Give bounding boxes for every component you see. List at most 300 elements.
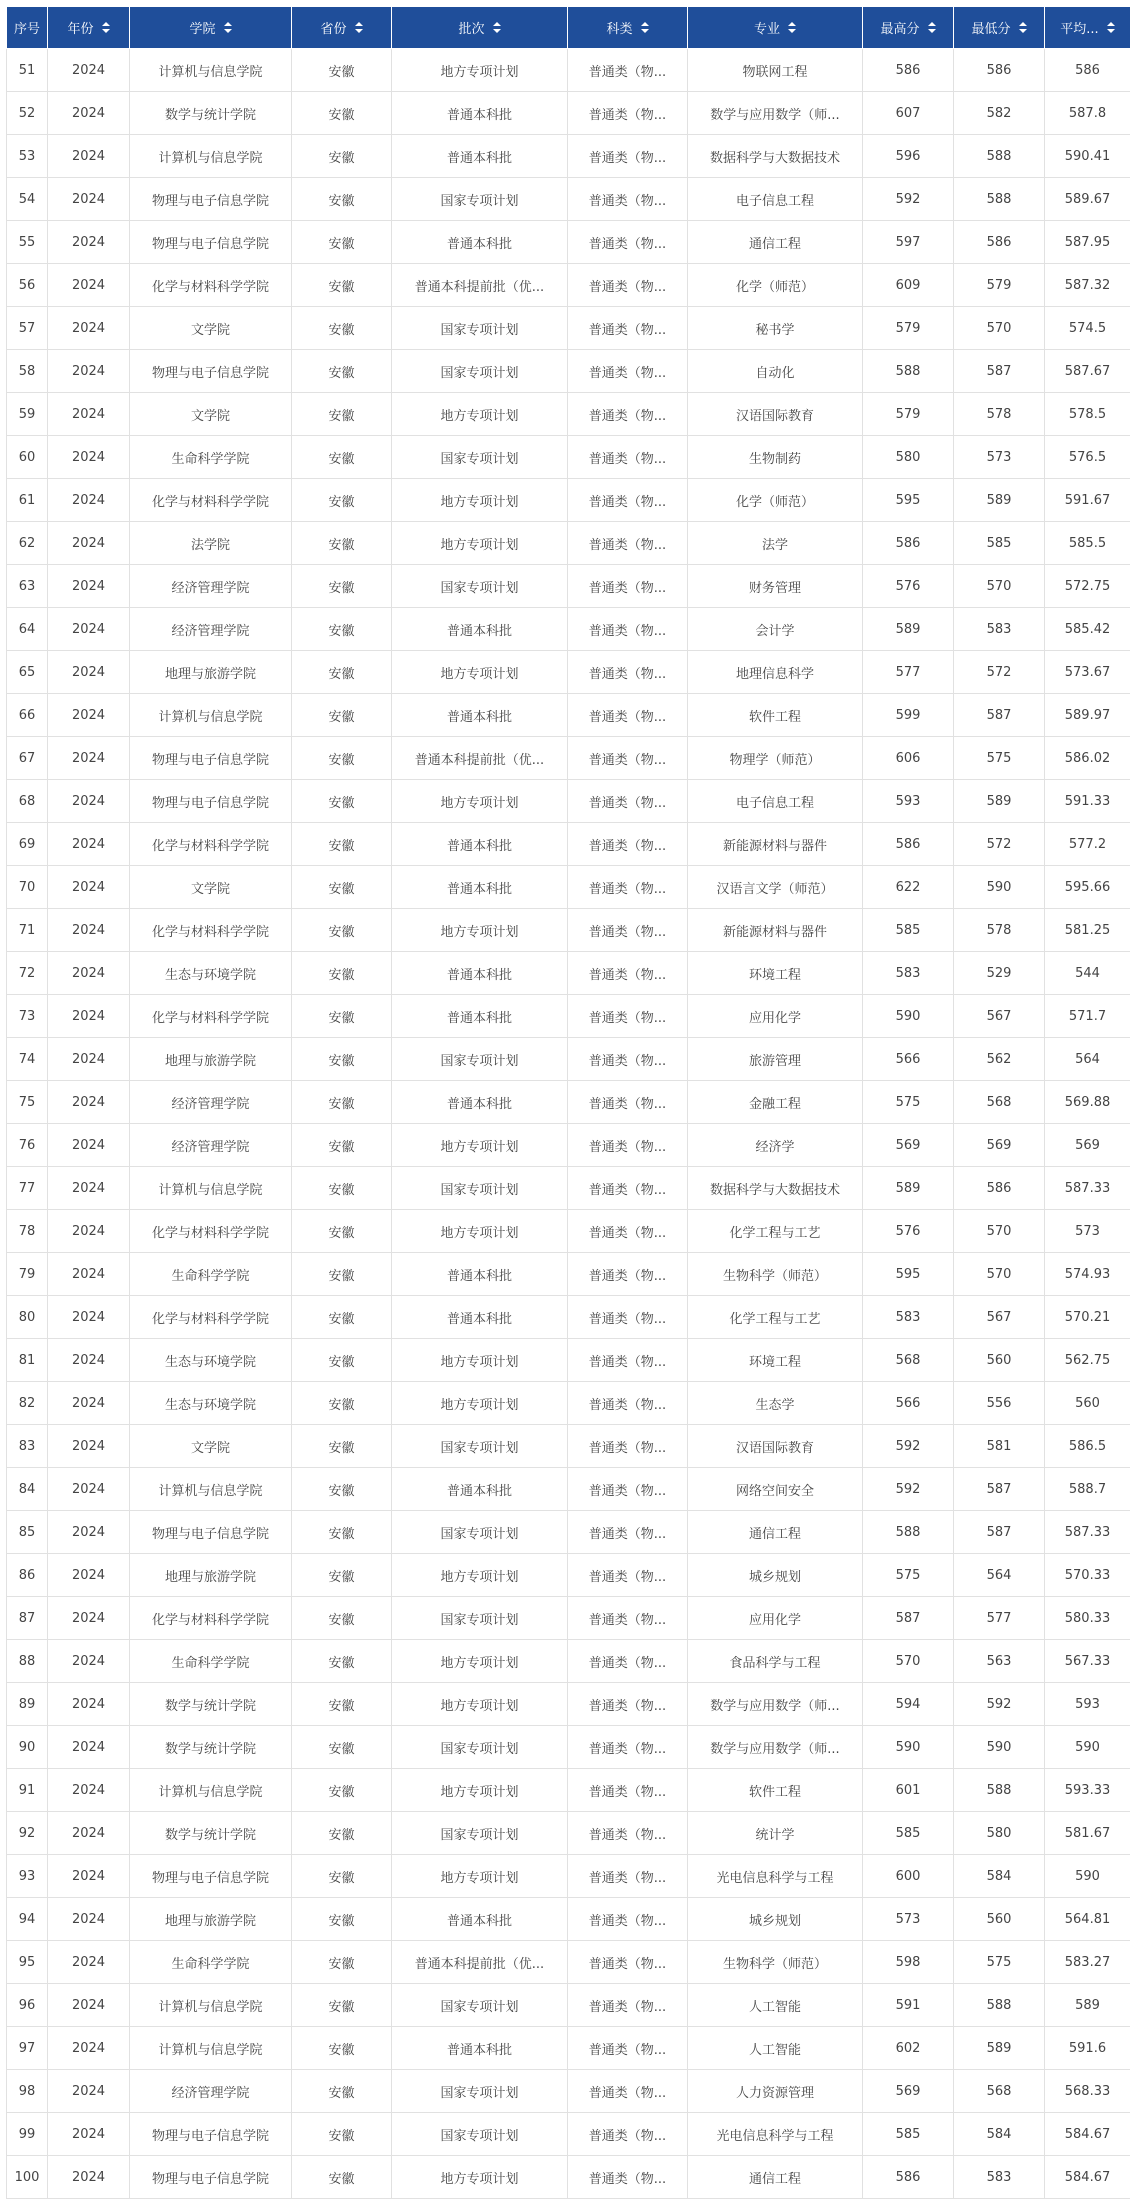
cell-index: 99 [7,2113,48,2156]
cell-min-score: 573 [954,436,1045,479]
cell-year: 2024 [48,952,130,995]
cell-max-score: 575 [863,1554,954,1597]
cell-index: 95 [7,1941,48,1984]
column-header-province[interactable] [292,7,392,49]
table-row [7,49,1130,92]
cell-province: 安徽 [292,436,392,479]
cell-province: 安徽 [292,1640,392,1683]
cell-college: 物理与电子信息学院 [130,2156,292,2199]
cell-category: 普通类（物... [568,1769,688,1812]
cell-college: 计算机与信息学院 [130,135,292,178]
table-row [7,737,1130,780]
cell-category: 普通类（物... [568,737,688,780]
cell-batch: 地方专项计划 [392,1855,568,1898]
cell-max-score: 592 [863,1468,954,1511]
cell-category: 普通类（物... [568,350,688,393]
cell-batch: 地方专项计划 [392,1640,568,1683]
cell-college: 经济管理学院 [130,1081,292,1124]
cell-index: 73 [7,995,48,1038]
cell-major: 网络空间安全 [688,1468,863,1511]
cell-batch: 国家专项计划 [392,2070,568,2113]
cell-batch: 国家专项计划 [392,1038,568,1081]
cell-max-score: 579 [863,393,954,436]
cell-college: 物理与电子信息学院 [130,178,292,221]
cell-max-score: 583 [863,952,954,995]
cell-college: 生态与环境学院 [130,1382,292,1425]
table-row [7,2027,1130,2070]
cell-category: 普通类（物... [568,952,688,995]
cell-college: 物理与电子信息学院 [130,350,292,393]
cell-index: 70 [7,866,48,909]
cell-province: 安徽 [292,1941,392,1984]
cell-year: 2024 [48,178,130,221]
cell-year: 2024 [48,1640,130,1683]
cell-province: 安徽 [292,1511,392,1554]
cell-province: 安徽 [292,2070,392,2113]
cell-max-score: 602 [863,2027,954,2070]
cell-year: 2024 [48,49,130,92]
cell-major: 通信工程 [688,2156,863,2199]
cell-batch: 普通本科批 [392,823,568,866]
cell-min-score: 590 [954,1726,1045,1769]
cell-max-score: 590 [863,1726,954,1769]
cell-min-score: 568 [954,1081,1045,1124]
sort-arrows-icon[interactable] [355,22,363,33]
cell-year: 2024 [48,1081,130,1124]
cell-batch: 普通本科提前批（优... [392,737,568,780]
column-header-label: 最高分 [880,22,920,37]
cell-index: 65 [7,651,48,694]
cell-avg-score: 580.33 [1045,1597,1130,1640]
cell-college: 生命科学学院 [130,436,292,479]
cell-index: 62 [7,522,48,565]
cell-major: 法学 [688,522,863,565]
table-row [7,1511,1130,1554]
table-row [7,1425,1130,1468]
cell-index: 85 [7,1511,48,1554]
cell-batch: 地方专项计划 [392,1554,568,1597]
cell-college: 化学与材料科学学院 [130,1597,292,1640]
cell-avg-score: 587.33 [1045,1511,1130,1554]
cell-province: 安徽 [292,651,392,694]
cell-category: 普通类（物... [568,522,688,565]
cell-index: 96 [7,1984,48,2027]
cell-max-score: 592 [863,178,954,221]
cell-college: 化学与材料科学学院 [130,1210,292,1253]
cell-min-score: 590 [954,866,1045,909]
cell-college: 化学与材料科学学院 [130,1296,292,1339]
column-header-batch[interactable] [392,7,568,49]
cell-index: 75 [7,1081,48,1124]
cell-index: 58 [7,350,48,393]
cell-max-score: 592 [863,1425,954,1468]
cell-year: 2024 [48,221,130,264]
cell-max-score: 568 [863,1339,954,1382]
cell-batch: 国家专项计划 [392,1597,568,1640]
cell-province: 安徽 [292,1683,392,1726]
cell-index: 81 [7,1339,48,1382]
column-header-label: 年份 [67,22,94,37]
cell-province: 安徽 [292,694,392,737]
cell-max-score: 593 [863,780,954,823]
cell-min-score: 589 [954,2027,1045,2070]
cell-college: 化学与材料科学学院 [130,264,292,307]
table-row [7,1210,1130,1253]
cell-college: 计算机与信息学院 [130,1769,292,1812]
cell-index: 56 [7,264,48,307]
cell-min-score: 572 [954,823,1045,866]
cell-avg-score: 569.88 [1045,1081,1130,1124]
table-row [7,221,1130,264]
table-row [7,1597,1130,1640]
cell-batch: 地方专项计划 [392,522,568,565]
cell-avg-score: 584.67 [1045,2113,1130,2156]
cell-year: 2024 [48,651,130,694]
column-header-avg-score[interactable] [1045,7,1130,49]
cell-category: 普通类（物... [568,608,688,651]
cell-year: 2024 [48,1683,130,1726]
cell-category: 普通类（物... [568,2027,688,2070]
cell-major: 新能源材料与器件 [688,909,863,952]
cell-min-score: 569 [954,1124,1045,1167]
cell-college: 数学与统计学院 [130,1812,292,1855]
cell-index: 57 [7,307,48,350]
cell-category: 普通类（物... [568,135,688,178]
cell-batch: 地方专项计划 [392,2156,568,2199]
cell-min-score: 586 [954,49,1045,92]
sort-arrows-icon[interactable] [641,22,649,33]
cell-college: 文学院 [130,866,292,909]
cell-major: 汉语国际教育 [688,393,863,436]
cell-min-score: 560 [954,1898,1045,1941]
column-header-year[interactable] [48,7,130,49]
cell-batch: 普通本科批 [392,2027,568,2070]
cell-province: 安徽 [292,2027,392,2070]
cell-college: 数学与统计学院 [130,1726,292,1769]
cell-avg-score: 589.97 [1045,694,1130,737]
cell-year: 2024 [48,2113,130,2156]
cell-year: 2024 [48,1210,130,1253]
cell-avg-score: 591.33 [1045,780,1130,823]
cell-avg-score: 587.95 [1045,221,1130,264]
cell-avg-score: 587.33 [1045,1167,1130,1210]
cell-major: 汉语国际教育 [688,1425,863,1468]
cell-batch: 国家专项计划 [392,350,568,393]
cell-index: 74 [7,1038,48,1081]
cell-batch: 地方专项计划 [392,49,568,92]
cell-province: 安徽 [292,1210,392,1253]
cell-category: 普通类（物... [568,1855,688,1898]
cell-major: 光电信息科学与工程 [688,1855,863,1898]
cell-batch: 普通本科批 [392,92,568,135]
cell-category: 普通类（物... [568,1382,688,1425]
cell-min-score: 587 [954,1511,1045,1554]
admission-score-table [6,6,1130,2199]
column-header-label: 专业 [753,22,780,37]
cell-avg-score: 570.33 [1045,1554,1130,1597]
cell-avg-score: 573.67 [1045,651,1130,694]
cell-min-score: 564 [954,1554,1045,1597]
cell-province: 安徽 [292,307,392,350]
column-header-category[interactable] [568,7,688,49]
cell-province: 安徽 [292,608,392,651]
cell-avg-score: 570.21 [1045,1296,1130,1339]
cell-year: 2024 [48,823,130,866]
cell-avg-score: 571.7 [1045,995,1130,1038]
cell-category: 普通类（物... [568,1425,688,1468]
cell-category: 普通类（物... [568,1898,688,1941]
cell-college: 地理与旅游学院 [130,1554,292,1597]
table-row [7,522,1130,565]
cell-category: 普通类（物... [568,909,688,952]
cell-index: 89 [7,1683,48,1726]
table-row [7,565,1130,608]
cell-batch: 普通本科批 [392,995,568,1038]
cell-category: 普通类（物... [568,436,688,479]
cell-college: 经济管理学院 [130,565,292,608]
table-row [7,1382,1130,1425]
cell-avg-score: 564 [1045,1038,1130,1081]
cell-min-score: 570 [954,565,1045,608]
cell-province: 安徽 [292,1597,392,1640]
cell-max-score: 595 [863,1253,954,1296]
cell-category: 普通类（物... [568,565,688,608]
cell-max-score: 601 [863,1769,954,1812]
column-header-label: 序号 [13,22,40,37]
table-row [7,436,1130,479]
cell-avg-score: 586.5 [1045,1425,1130,1468]
cell-province: 安徽 [292,1296,392,1339]
cell-category: 普通类（物... [568,92,688,135]
cell-college: 物理与电子信息学院 [130,1855,292,1898]
cell-major: 经济学 [688,1124,863,1167]
cell-province: 安徽 [292,909,392,952]
cell-province: 安徽 [292,393,392,436]
cell-year: 2024 [48,1511,130,1554]
cell-max-score: 585 [863,2113,954,2156]
cell-college: 化学与材料科学学院 [130,823,292,866]
cell-college: 化学与材料科学学院 [130,479,292,522]
cell-batch: 普通本科批 [392,1296,568,1339]
cell-major: 化学（师范） [688,264,863,307]
sort-arrows-icon[interactable] [224,22,232,33]
cell-index: 90 [7,1726,48,1769]
cell-category: 普通类（物... [568,1081,688,1124]
cell-index: 63 [7,565,48,608]
sort-arrows-icon[interactable] [1107,22,1115,33]
cell-batch: 普通本科批 [392,952,568,995]
cell-min-score: 588 [954,178,1045,221]
cell-year: 2024 [48,909,130,952]
cell-avg-score: 574.93 [1045,1253,1130,1296]
table-row [7,92,1130,135]
cell-major: 数学与应用数学（师... [688,1726,863,1769]
cell-year: 2024 [48,780,130,823]
cell-index: 53 [7,135,48,178]
cell-index: 52 [7,92,48,135]
cell-college: 计算机与信息学院 [130,694,292,737]
cell-year: 2024 [48,2156,130,2199]
cell-min-score: 562 [954,1038,1045,1081]
cell-major: 生物科学（师范） [688,1253,863,1296]
cell-year: 2024 [48,1339,130,1382]
cell-category: 普通类（物... [568,307,688,350]
sort-arrows-icon[interactable] [1019,22,1027,33]
cell-year: 2024 [48,608,130,651]
cell-category: 普通类（物... [568,823,688,866]
cell-avg-score: 583.27 [1045,1941,1130,1984]
cell-batch: 普通本科批 [392,866,568,909]
cell-province: 安徽 [292,1984,392,2027]
cell-major: 应用化学 [688,1597,863,1640]
cell-category: 普通类（物... [568,1683,688,1726]
cell-batch: 国家专项计划 [392,1984,568,2027]
cell-index: 55 [7,221,48,264]
cell-batch: 国家专项计划 [392,1726,568,1769]
cell-college: 经济管理学院 [130,608,292,651]
table-row [7,479,1130,522]
cell-min-score: 563 [954,1640,1045,1683]
cell-max-score: 575 [863,1081,954,1124]
table-row [7,1984,1130,2027]
column-header-major[interactable] [688,7,863,49]
cell-min-score: 575 [954,737,1045,780]
cell-category: 普通类（物... [568,995,688,1038]
table-row [7,952,1130,995]
cell-college: 计算机与信息学院 [130,1984,292,2027]
cell-province: 安徽 [292,1554,392,1597]
cell-avg-score: 572.75 [1045,565,1130,608]
cell-avg-score: 590 [1045,1855,1130,1898]
cell-min-score: 580 [954,1812,1045,1855]
cell-index: 78 [7,1210,48,1253]
cell-category: 普通类（物... [568,1124,688,1167]
sort-arrows-icon[interactable] [493,22,501,33]
cell-avg-score: 573 [1045,1210,1130,1253]
cell-province: 安徽 [292,1167,392,1210]
cell-avg-score: 593 [1045,1683,1130,1726]
cell-min-score: 581 [954,1425,1045,1468]
cell-province: 安徽 [292,823,392,866]
cell-min-score: 588 [954,1984,1045,2027]
cell-major: 应用化学 [688,995,863,1038]
sort-arrows-icon[interactable] [788,22,796,33]
table-row [7,1124,1130,1167]
table-body [7,49,1130,2199]
cell-index: 69 [7,823,48,866]
cell-province: 安徽 [292,2156,392,2199]
cell-avg-score: 574.5 [1045,307,1130,350]
cell-major: 人工智能 [688,1984,863,2027]
sort-arrows-icon[interactable] [102,22,110,33]
cell-major: 物理学（师范） [688,737,863,780]
cell-min-score: 570 [954,1210,1045,1253]
cell-province: 安徽 [292,1425,392,1468]
cell-batch: 普通本科批 [392,221,568,264]
cell-year: 2024 [48,1468,130,1511]
cell-min-score: 587 [954,694,1045,737]
cell-major: 地理信息科学 [688,651,863,694]
cell-college: 物理与电子信息学院 [130,737,292,780]
table-row [7,1339,1130,1382]
column-header-max-score[interactable] [863,7,954,49]
cell-index: 98 [7,2070,48,2113]
cell-year: 2024 [48,1253,130,1296]
cell-min-score: 583 [954,608,1045,651]
cell-min-score: 579 [954,264,1045,307]
cell-batch: 国家专项计划 [392,436,568,479]
table-row [7,1081,1130,1124]
cell-index: 51 [7,49,48,92]
cell-min-score: 578 [954,909,1045,952]
cell-year: 2024 [48,1124,130,1167]
cell-min-score: 572 [954,651,1045,694]
cell-max-score: 591 [863,1984,954,2027]
cell-max-score: 586 [863,49,954,92]
cell-max-score: 599 [863,694,954,737]
cell-min-score: 583 [954,2156,1045,2199]
cell-max-score: 588 [863,350,954,393]
table-row [7,1038,1130,1081]
column-header-min-score[interactable] [954,7,1045,49]
cell-avg-score: 576.5 [1045,436,1130,479]
column-header-college[interactable] [130,7,292,49]
cell-min-score: 588 [954,135,1045,178]
cell-category: 普通类（物... [568,393,688,436]
cell-category: 普通类（物... [568,1511,688,1554]
cell-batch: 国家专项计划 [392,1511,568,1554]
cell-major: 自动化 [688,350,863,393]
cell-year: 2024 [48,264,130,307]
cell-category: 普通类（物... [568,1812,688,1855]
cell-major: 通信工程 [688,221,863,264]
cell-year: 2024 [48,2070,130,2113]
cell-max-score: 597 [863,221,954,264]
cell-batch: 国家专项计划 [392,1167,568,1210]
cell-college: 地理与旅游学院 [130,1038,292,1081]
table-row [7,1468,1130,1511]
column-header-index[interactable] [7,7,48,49]
table-row [7,1640,1130,1683]
cell-category: 普通类（物... [568,2070,688,2113]
table-row [7,608,1130,651]
cell-min-score: 575 [954,1941,1045,1984]
cell-college: 化学与材料科学学院 [130,909,292,952]
cell-category: 普通类（物... [568,780,688,823]
cell-category: 普通类（物... [568,1167,688,1210]
table-row [7,2156,1130,2199]
cell-max-score: 573 [863,1898,954,1941]
cell-avg-score: 586 [1045,49,1130,92]
cell-year: 2024 [48,1984,130,2027]
cell-max-score: 569 [863,2070,954,2113]
cell-college: 文学院 [130,1425,292,1468]
cell-college: 生态与环境学院 [130,1339,292,1382]
table-row [7,995,1130,1038]
table-row [7,2070,1130,2113]
cell-category: 普通类（物... [568,1726,688,1769]
cell-major: 统计学 [688,1812,863,1855]
cell-batch: 国家专项计划 [392,307,568,350]
table-row [7,651,1130,694]
table-row [7,694,1130,737]
cell-college: 经济管理学院 [130,1124,292,1167]
cell-avg-score: 591.67 [1045,479,1130,522]
cell-college: 数学与统计学院 [130,92,292,135]
sort-arrows-icon[interactable] [928,22,936,33]
cell-index: 71 [7,909,48,952]
cell-college: 计算机与信息学院 [130,1167,292,1210]
